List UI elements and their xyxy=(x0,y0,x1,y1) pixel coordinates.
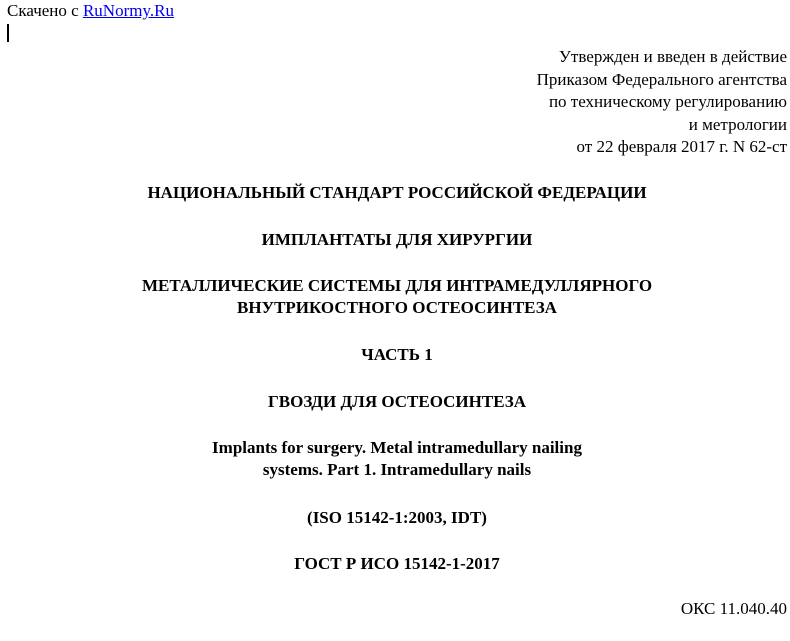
download-prefix: Скачено с xyxy=(7,1,83,20)
english-title-line: Implants for surgery. Metal intramedullary nailing xyxy=(212,438,582,457)
english-title xyxy=(0,437,790,481)
approval-block xyxy=(537,46,787,159)
document-subtitle-line: МЕТАЛЛИЧЕСКИЕ СИСТЕМЫ ДЛЯ ИНТРАМЕДУЛЛЯРНОГО xyxy=(141,276,653,295)
approval-line: и метрологии xyxy=(688,114,787,134)
part-number: ЧАСТЬ 1 xyxy=(361,345,433,364)
document-main-title: ИМПЛАНТАТЫ ДЛЯ ХИРУРГИИ xyxy=(261,230,533,249)
document-subtitle xyxy=(0,275,790,319)
iso-reference: (ISO 15142-1:2003, IDT) xyxy=(307,508,487,527)
runormy-link[interactable]: RuNormy.Ru xyxy=(82,1,174,20)
standard-type-heading: НАЦИОНАЛЬНЫЙ СТАНДАРТ РОССИЙСКОЙ ФЕДЕРАЦИИ xyxy=(147,183,647,202)
document-subtitle-line: ВНУТРИКОСТНОГО ОСТЕОСИНТЕЗА xyxy=(237,298,557,317)
approval-line: от 22 февраля 2017 г. N 62-ст xyxy=(576,137,787,157)
english-title-line: systems. Part 1. Intramedullary nails xyxy=(262,460,532,479)
download-source-line xyxy=(7,0,174,22)
approval-line: Утвержден и введен в действие xyxy=(558,47,787,66)
text-cursor xyxy=(7,24,9,42)
part-title: ГВОЗДИ ДЛЯ ОСТЕОСИНТЕЗА xyxy=(267,392,527,411)
gost-number: ГОСТ Р ИСО 15142-1-2017 xyxy=(294,554,500,573)
approval-line: по техническому регулированию xyxy=(548,92,787,112)
oks-code: ОКС 11.040.40 xyxy=(680,599,787,618)
approval-line: Приказом Федерального агентства xyxy=(536,69,787,89)
